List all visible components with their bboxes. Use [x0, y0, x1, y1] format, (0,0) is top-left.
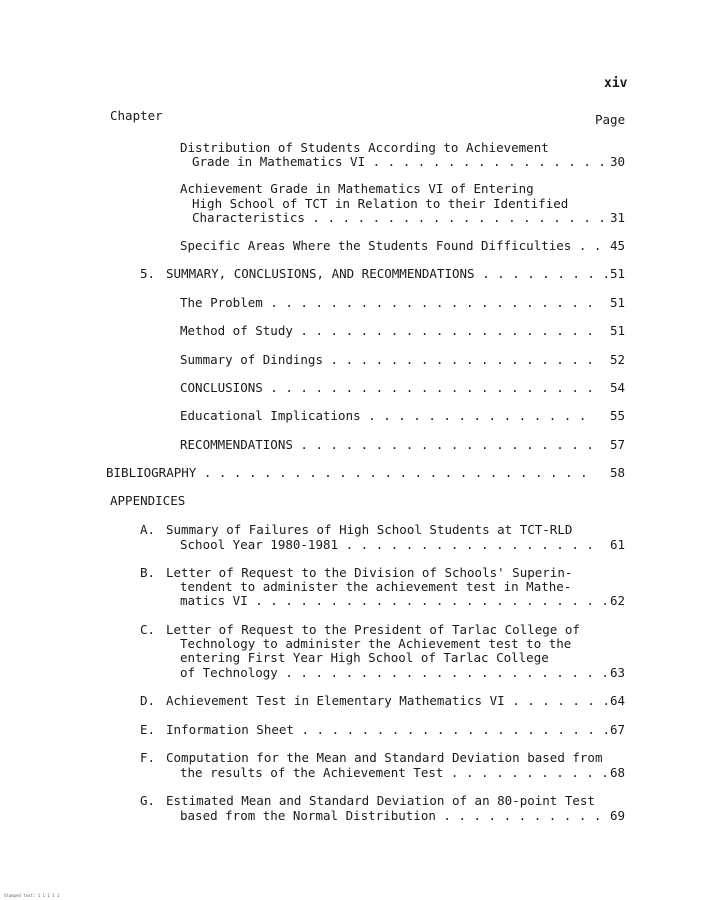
toc-page-number: 69	[609, 808, 625, 823]
chapter-number: 5.	[140, 266, 156, 281]
toc-entry-line: BIBLIOGRAPHY . . . . . . . . . . . . . . . . . . . . . . . . . .	[106, 465, 588, 480]
toc-entry-line: matics VI . . . . . . . . . . . . . . . . . . . . . . . .	[180, 593, 609, 608]
toc-entry-line: High School of TCT in Relation to their Identified	[192, 196, 569, 211]
toc-page-number: 52	[609, 352, 625, 367]
toc-entry-line: Estimated Mean and Standard Deviation of an 80-point Test	[166, 793, 595, 808]
toc-page-number: 51	[609, 323, 625, 338]
toc-page-number: 64	[609, 693, 625, 708]
toc-entry-line: of Technology . . . . . . . . . . . . . . . . . . . . . .	[180, 665, 609, 680]
toc-page-number: 30	[609, 154, 625, 169]
toc-page-number: 58	[609, 465, 625, 480]
toc-page-number: 62	[609, 593, 625, 608]
toc-page-number: 63	[609, 665, 625, 680]
toc-entry-line: Summary of Dindings . . . . . . . . . . . . . . . . . .	[180, 352, 594, 367]
toc-entry-line: SUMMARY, CONCLUSIONS, AND RECOMMENDATIONS . . . . . . . . .	[166, 266, 611, 281]
toc-page-number: 55	[609, 408, 625, 423]
toc-entry-line: Grade in Mathematics VI . . . . . . . . . . . . . . . .	[192, 154, 606, 169]
toc-page-number: 45	[609, 238, 625, 253]
appendix-letter: E.	[140, 722, 156, 737]
toc-entry-line: Information Sheet . . . . . . . . . . . . . . . . . . . . .	[166, 722, 611, 737]
toc-entry-line: Summary of Failures of High School Students at TCT-RLD	[166, 522, 573, 537]
toc-entry-line: School Year 1980-1981 . . . . . . . . . . . . . . . . .	[180, 537, 594, 552]
toc-entry-line: based from the Normal Distribution . . . . . . . . . . .	[180, 808, 602, 823]
toc-entry-line: Computation for the Mean and Standard Deviation based from	[166, 750, 603, 765]
toc-entry-line: Specific Areas Where the Students Found Difficulties . .	[180, 238, 602, 253]
toc-entry-line: Letter of Request to the President of Tarlac College of	[166, 622, 580, 637]
toc-page-number: 51	[609, 295, 625, 310]
toc-entry-line: Achievement Grade in Mathematics VI of Entering	[180, 181, 534, 196]
toc-entry-line: The Problem . . . . . . . . . . . . . . . . . . . . . .	[180, 295, 594, 310]
appendix-letter: F.	[140, 750, 156, 765]
toc-entry-line: entering First Year High School of Tarlac College	[180, 650, 549, 665]
toc-page-number: 51	[609, 266, 625, 281]
chapter-heading: Chapter	[110, 108, 163, 123]
toc-entry-line: RECOMMENDATIONS . . . . . . . . . . . . . . . . . . . .	[180, 437, 594, 452]
toc-entry-line: tendent to administer the achievement test in Mathe-	[180, 579, 572, 594]
appendix-letter: C.	[140, 622, 156, 637]
toc-entry-line: Method of Study . . . . . . . . . . . . . . . . . . . .	[180, 323, 594, 338]
toc-entry-line: Achievement Test in Elementary Mathematics VI . . . . . . .	[166, 693, 611, 708]
page-number: xiv	[604, 76, 628, 91]
toc-page-number: 54	[609, 380, 625, 395]
toc-page-number: 68	[609, 765, 625, 780]
page-heading: Page	[595, 112, 626, 127]
toc-entry-line: Distribution of Students According to Achievement	[180, 140, 549, 155]
toc-page-number: 57	[609, 437, 625, 452]
scan-footer: Stamped text: 1 1 1 1 1	[4, 893, 60, 898]
toc-entry-line: the results of the Achievement Test . . . . . . . . . . .	[180, 765, 609, 780]
toc-entry-line: Technology to administer the Achievement test to the	[180, 636, 572, 651]
toc-entry-line: Characteristics . . . . . . . . . . . . . . . . . . . .	[192, 210, 606, 225]
appendix-letter: D.	[140, 693, 156, 708]
toc-entry-line: Letter of Request to the Division of Schools' Superin-	[166, 565, 573, 580]
toc-entry-line: CONCLUSIONS . . . . . . . . . . . . . . . . . . . . . .	[180, 380, 594, 395]
toc-entry-line: Educational Implications . . . . . . . . . . . . . . .	[180, 408, 587, 423]
toc-page-number: 61	[609, 537, 625, 552]
toc-page-number: 31	[609, 210, 625, 225]
appendices-heading: APPENDICES	[110, 493, 186, 508]
toc-page-number: 67	[609, 722, 625, 737]
appendix-letter: G.	[140, 793, 156, 808]
appendix-letter: A.	[140, 522, 156, 537]
appendix-letter: B.	[140, 565, 156, 580]
